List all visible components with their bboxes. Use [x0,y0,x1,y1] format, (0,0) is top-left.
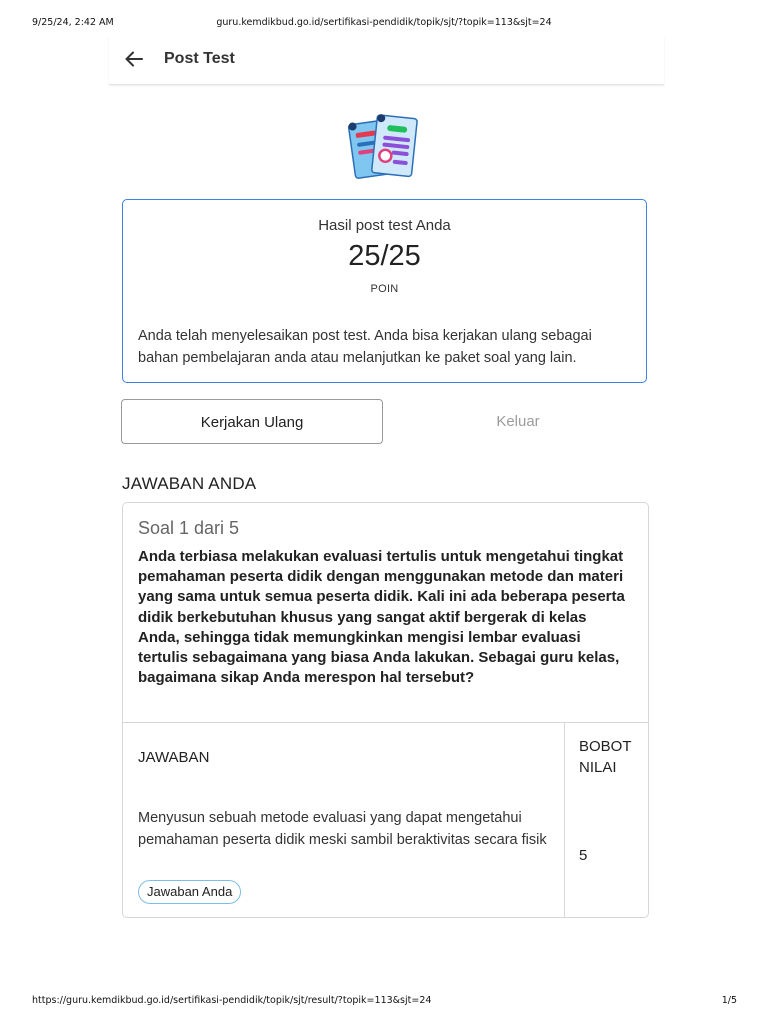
result-unit: POIN [370,283,399,295]
answer-score: 5 [579,847,588,864]
question-text: Anda terbiasa melakukan evaluasi tertulis untuk mengetahui tingkat pemahaman peserta didik dengan menggunakan metode dan materi yang sama untuk semua peserta didik. Kali ini ada beberapa peserta didik berkebutuhan khusus yang sangat aktif bergerak di kelas Anda, sehingga tidak memungkinkan mengisi lembar evaluasi tertulis sebagaimana yang biasa Anda lakukan. Sebagai guru kelas, bagaimana sikap Anda merespon hal tersebut? [138,548,625,687]
result-title: Hasil post test Anda [318,217,451,234]
page-title: Post Test [164,50,235,67]
result-card [122,199,647,383]
print-header [0,17,768,29]
print-footer [0,995,768,1007]
top-bar [109,36,664,85]
retry-button[interactable]: Kerjakan Ulang [121,399,383,444]
exit-button[interactable]: Keluar [496,413,540,430]
answer-card [122,502,649,918]
result-score: 25/25 [348,240,421,272]
arrow-left-icon[interactable] [123,48,145,70]
question-counter: Soal 1 dari 5 [138,518,240,538]
result-description: Anda telah menyelesaikan post test. Anda bisa kerjakan ulang sebagai bahan pembelajaran anda atau melanjutkan ke paket soal yang lain. [138,328,592,366]
print-footer-url: https://guru.kemdikbud.go.id/sertifikasi-pendidik/topik/sjt/result/?topik=113&sjt=24 [32,995,432,1006]
section-title: JAWABAN ANDA [122,474,257,493]
print-header-url: guru.kemdikbud.go.id/sertifikasi-pendidik/topik/sjt/?topik=113&sjt=24 [216,17,552,28]
column-header-answer: JAWABAN [138,749,210,766]
your-answer-badge: Jawaban Anda [138,880,241,904]
table-divider [123,722,648,723]
documents-icon [347,112,425,184]
table-column-divider [564,722,565,917]
answer-text: Menyusun sebuah metode evaluasi yang dapat mengetahui pemahaman peserta didik meski sambil beraktivitas secara fisik [138,810,547,848]
column-header-score: BOBOT NILAI [579,738,632,776]
print-datetime: 9/25/24, 2:42 AM [32,17,114,28]
print-page-number: 1/5 [721,995,737,1006]
